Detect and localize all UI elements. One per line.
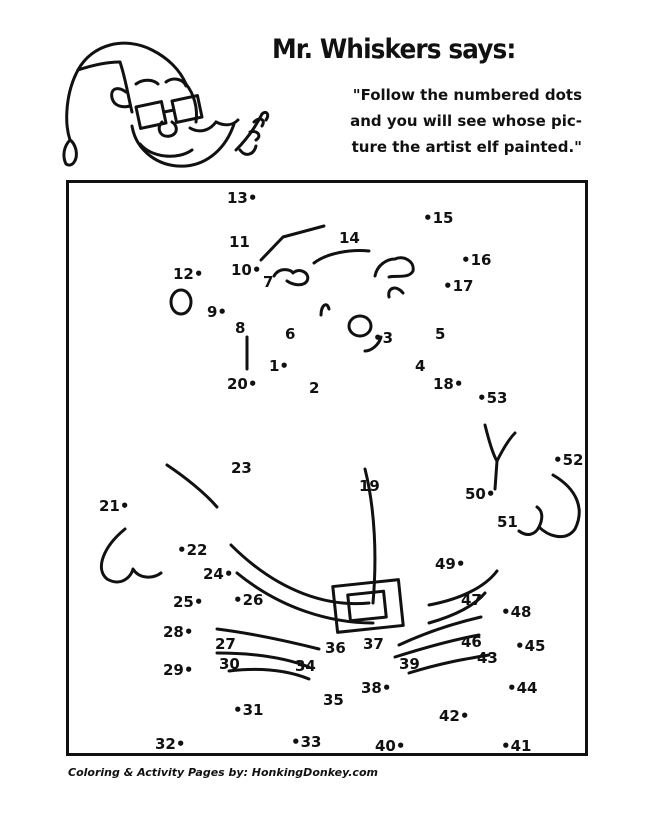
dot-label-5: 5 [435, 325, 446, 343]
eyebrow-right-icon [375, 258, 413, 277]
quote-line: ture the artist elf painted." [351, 138, 582, 156]
dot-label-46: 46 [461, 633, 482, 651]
santa-outline-artwork [69, 183, 585, 753]
dot-label-33: •33 [291, 733, 322, 751]
dot-label-11: 11 [229, 233, 250, 251]
dot-label-2: 2 [309, 379, 320, 397]
nose-icon [349, 316, 371, 336]
dot-label-13: 13• [227, 189, 258, 207]
dot-label-15: •15 [423, 209, 454, 227]
dot-label-17: •17 [443, 277, 474, 295]
dot-label-48: •48 [501, 603, 532, 621]
dot-label-16: •16 [461, 251, 492, 269]
dot-label-49: 49• [435, 555, 466, 573]
dot-label-37: 37 [363, 635, 384, 653]
dot-label-10: 10• [231, 261, 262, 279]
numbered-dots [99, 189, 583, 753]
dot-label-9: 9• [207, 303, 228, 321]
dot-label-1: 1• [269, 357, 290, 375]
dot-label-52: •52 [553, 451, 584, 469]
dot-label-47: 47 [461, 591, 482, 609]
dot-label-32: 32• [155, 735, 186, 753]
dot-label-6: 6 [285, 325, 296, 343]
dot-label-39: 39 [399, 655, 420, 673]
eye-right-icon [389, 288, 403, 297]
footer-credit: Coloring & Activity Pages by: HonkingDonkey.com [68, 766, 378, 779]
hat-brim-line [261, 226, 324, 260]
dot-label-3: •3 [373, 329, 394, 347]
dot-label-38: 38• [361, 679, 392, 697]
dot-label-22: •22 [177, 541, 208, 559]
dot-label-42: 42• [439, 707, 470, 725]
eyebrow-left-icon [274, 270, 308, 285]
quote-text [300, 82, 582, 160]
dot-label-40: 40• [375, 737, 406, 753]
dot-label-26: •26 [233, 591, 264, 609]
dot-label-25: 25• [173, 593, 204, 611]
dot-label-44: •44 [507, 679, 538, 697]
elf-mascot-illustration [40, 22, 290, 192]
dot-label-18: 18• [433, 375, 464, 393]
dot-label-45: •45 [515, 637, 546, 655]
dot-label-50: 50• [465, 485, 496, 503]
dot-label-23: 23 [231, 459, 252, 477]
dot-label-34: 34 [295, 657, 316, 675]
dot-label-14: 14 [339, 229, 360, 247]
dot-label-43: 43 [477, 649, 498, 667]
dot-label-19: 19 [359, 477, 380, 495]
dot-label-20: 20• [227, 375, 258, 393]
dot-label-35: 35 [323, 691, 344, 709]
dot-label-7: 7 [263, 273, 274, 291]
quote-line: "Follow the numbered dots [352, 86, 582, 104]
dot-label-53: •53 [477, 389, 508, 407]
dot-label-27: 27 [215, 635, 236, 653]
dot-label-41: •41 [501, 737, 532, 753]
dot-label-29: 29• [163, 661, 194, 679]
dot-label-51: 51 [497, 513, 518, 531]
dot-to-dot-board [66, 180, 588, 756]
elf-hat-icon [78, 43, 186, 84]
dot-label-4: 4 [415, 357, 426, 375]
page-title: Mr. Whiskers says: [272, 34, 516, 65]
dot-label-24: 24• [203, 565, 234, 583]
dot-label-28: 28• [163, 623, 194, 641]
dot-label-30: 30 [219, 655, 240, 673]
dot-label-8: 8 [235, 319, 246, 337]
face-left-eye-icon [171, 290, 191, 314]
dot-label-36: 36 [325, 639, 346, 657]
dot-label-31: •31 [233, 701, 264, 719]
eye-left-icon [321, 305, 329, 315]
dot-label-21: 21• [99, 497, 130, 515]
dot-label-12: 12• [173, 265, 204, 283]
quote-line: and you will see whose pic- [350, 112, 582, 130]
